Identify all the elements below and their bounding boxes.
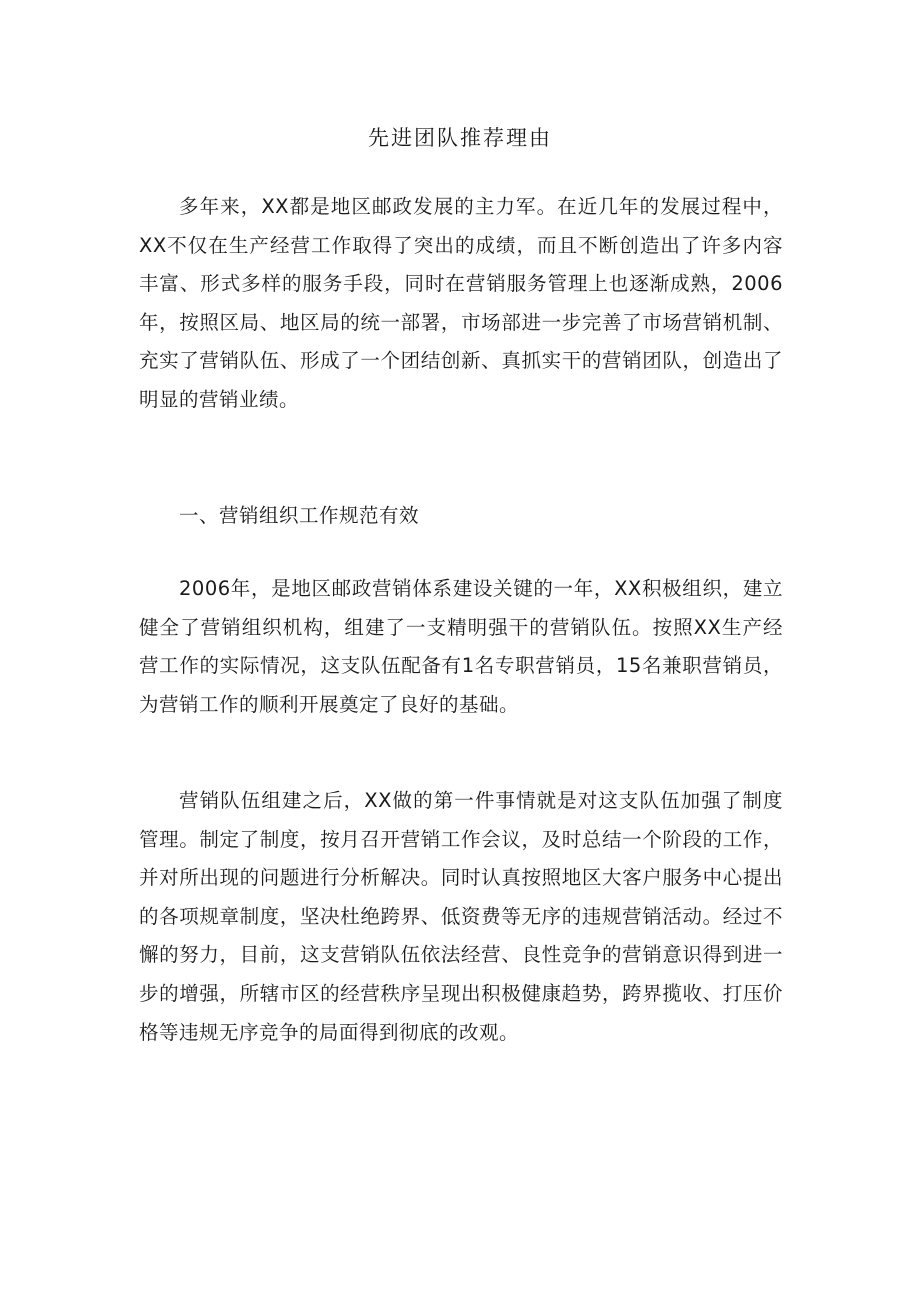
paragraph-intro: 多年来，XX都是地区邮政发展的主力军。在近几年的发展过程中，XX不仅在生产经营工作取得了突出的成绩，而且不断创造出了许多内容丰富、形式多样的服务手段，同时在营销服务管理上也逐渐成熟，2006年，按照区局、地区局的统一部署，市场部进一步完善了市场营销机制、充实了营销队伍、形成了一个团结创新、真抓实干的营销团队，创造出了明显的营销业绩。 <box>139 195 783 411</box>
document-title: 先进团队推荐理由 <box>368 126 552 150</box>
section-heading-1: 一、营销组织工作规范有效 <box>179 504 420 527</box>
paragraph-section-1-a: 2006年，是地区邮政营销体系建设关键的一年，XX积极组织，建立健全了营销组织机构，组建了一支精明强干的营销队伍。按照XX生产经营工作的实际情况，这支队伍配备有1名专职营销员，15名兼职营销员，为营销工作的顺利开展奠定了良好的基础。 <box>139 577 783 716</box>
paragraph-section-1-b: 营销队伍组建之后，XX做的第一件事情就是对这支队伍加强了制度管理。制定了制度，按月召开营销工作会议，及时总结一个阶段的工作，并对所出现的问题进行分析解决。同时认真按照地区大客户服务中心提出的各项规章制度，坚决杜绝跨界、低资费等无序的违规营销活动。经过不懈的努力，目前，这支营销队伍依法经营、良性竞争的营销意识得到进一步的增强，所辖市区的经营秩序呈现出积极健康趋势，跨界揽收、打压价格等违规无序竞争的局面得到彻底的改观。 <box>139 789 783 1044</box>
